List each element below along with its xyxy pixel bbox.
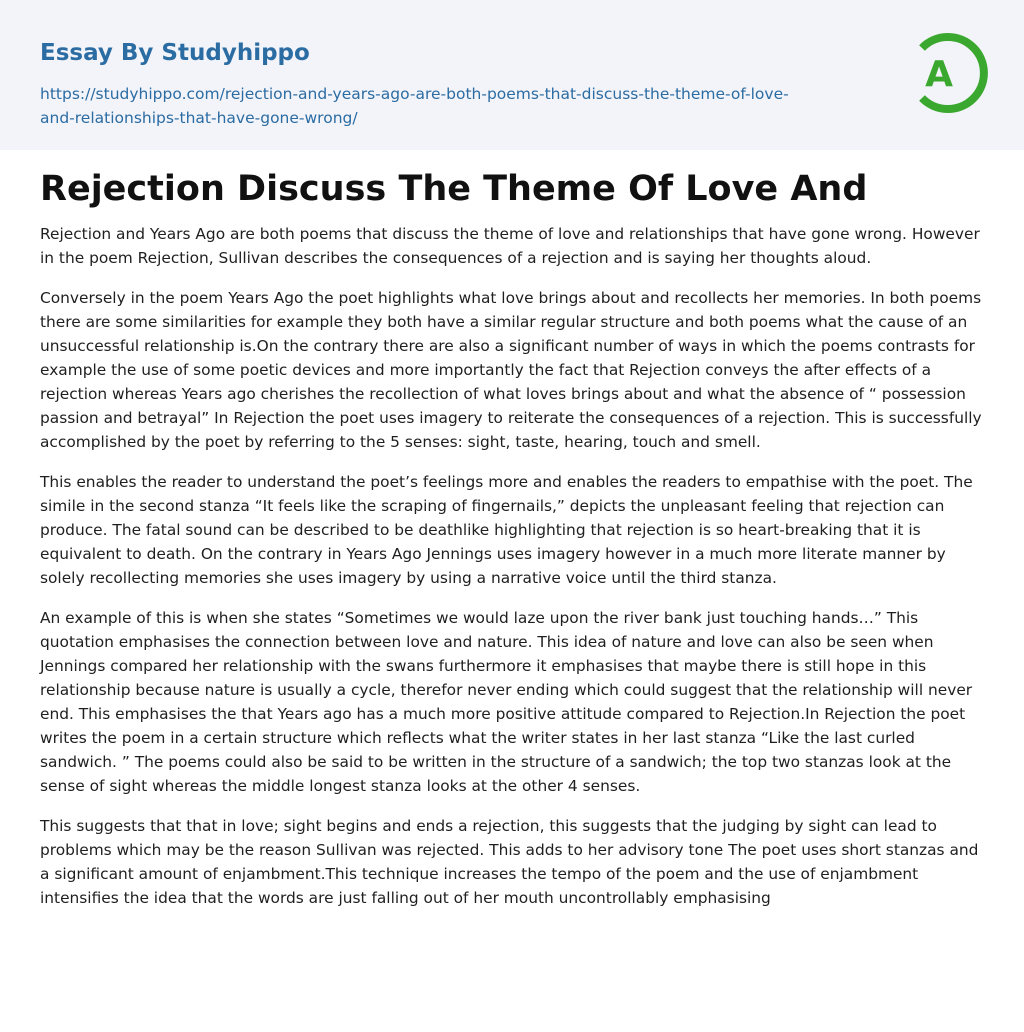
paragraph: An example of this is when she states “Sometimes we would laze upon the river bank just touching hands…” This quotation emphasises the connection between love and nature. This idea of nature and love can also be seen when Jennings compared her relationship with the swans furthermore it emphasises that maybe there is still hope in this relationship because nature is usually a cycle, therefor never ending which could suggest that the relationship will never end. This emphasises the that Years ago has a much more positive attitude compared to Rejection.In Rejection the poet writes the poem in a certain structure which reflects what the writer states in her last stanza “Like the last curled sandwich. ” The poems could also be said to be written in the structure of a sandwich; the top two stanzas look at the sense of sight whereas the middle longest stanza looks at the other 4 senses. (40, 609, 973, 795)
site-brand[interactable]: Essay By Studyhippo (40, 40, 310, 66)
studyhippo-logo-icon[interactable] (906, 28, 990, 118)
paragraph: Conversely in the poem Years Ago the poet highlights what love brings about and recollects her memories. In both poems there are some similarities for example they both have a similar regular structure and both poems what the cause of an unsuccessful relationship is.On the contrary there are also a significant number of ways in which the poems contrasts for example the use of some poetic devices and more importantly the fact that Rejection conveys the after effects of a rejection whereas Years ago cherishes the recollection of what loves brings about and what the absence of “ possession passion and betrayal” In Rejection the poet uses imagery to reiterate the consequences of a rejection. This is successfully accomplished by the poet by referring to the 5 senses: sight, taste, hearing, touch and smell. (40, 289, 982, 451)
paragraph: This enables the reader to understand the poet’s feelings more and enables the readers to empathise with the poet. The simile in the second stanza “It feels like the scraping of fingernails,” depicts the unpleasant feeling that rejection can produce. The fatal sound can be described to be deathlike highlighting that rejection is so heart-breaking that it is equivalent to death. On the contrary in Years Ago Jennings uses imagery however in a much more literate manner by solely recollecting memories she uses imagery by using a narrative voice until the third stanza. (40, 473, 973, 587)
source-url-link[interactable]: https://studyhippo.com/rejection-and-years-ago-are-both-poems-that-discuss-the-theme-of-love-and-relationships-that-have-gone-wrong/ (40, 85, 789, 127)
paragraph: Rejection and Years Ago are both poems that discuss the theme of love and relationships that have gone wrong. However in the poem Rejection, Sullivan describes the consequences of a rejection and is saying her thoughts aloud. (40, 225, 980, 267)
logo-letter: A (925, 54, 953, 95)
paragraph: This suggests that that in love; sight begins and ends a rejection, this suggests that the judging by sight can lead to problems which may be the reason Sullivan was rejected. This adds to her advisory tone The poet uses short stanzas and a significant amount of enjambment.This technique increases the tempo of the poem and the use of enjambment intensifies the idea that the words are just falling out of her mouth uncontrollably emphasising (40, 817, 979, 907)
article-title: Rejection Discuss The Theme Of Love And (40, 169, 868, 209)
article-body (40, 166, 986, 926)
site-header (0, 0, 1024, 150)
